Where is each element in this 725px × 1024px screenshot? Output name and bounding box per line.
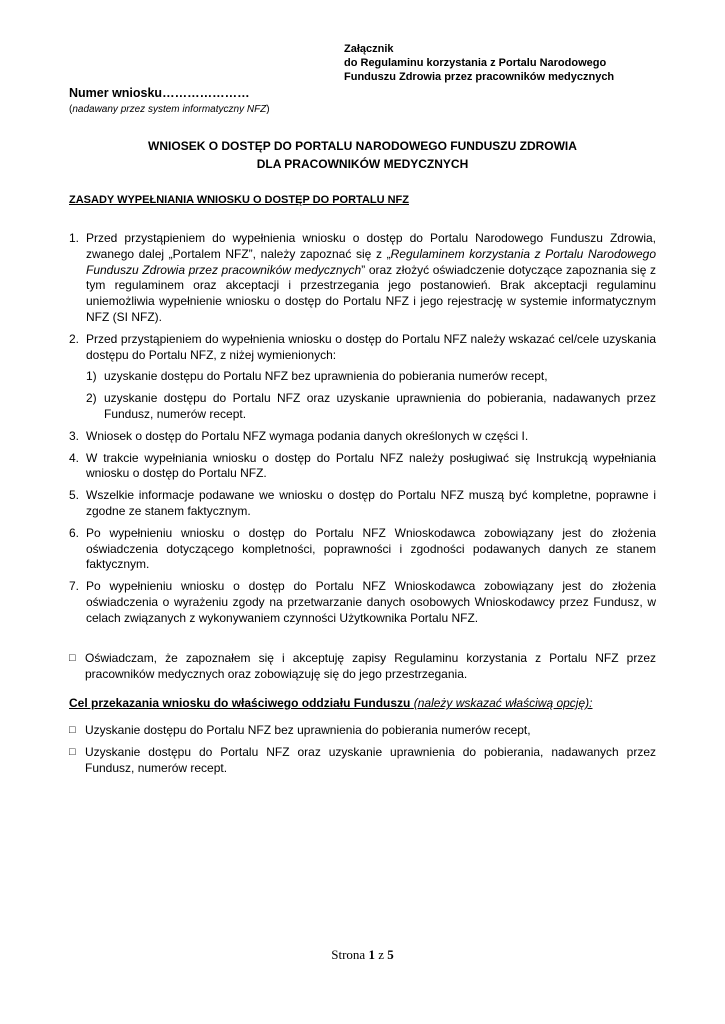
- rule-6-text: Po wypełnieniu wniosku o dostęp do Portalu NFZ Wnioskodawca zobowiązany jest do złożenia oświadczenia dotyczącego kompletności, poprawności i zgodności podawanych danych ze stanem faktycznym.: [86, 525, 656, 572]
- purpose-option-2: [69, 745, 656, 777]
- rule-number: 5.: [69, 488, 80, 503]
- subitem-number: 2): [86, 391, 97, 406]
- rule-1-text-part-2: ” oraz złożyć oświadczenie dotyczące zapoznania się z tym regulaminem oraz akceptacji i przestrzegania jego postanowień. Brak akceptacji regulaminu uniemożliwia wypełnienie wniosku o dostęp do Portalu NFZ i jego rejestrację w systemie informatycznym NFZ (SI NFZ).: [86, 262, 656, 324]
- rule-item-6: [69, 526, 656, 573]
- rule-number: 3.: [69, 428, 80, 443]
- footer-page-label: Strona: [331, 947, 366, 962]
- rule-item-4: [69, 451, 656, 483]
- subitem-number: 1): [86, 369, 97, 384]
- subitem-text: uzyskanie dostępu do Portalu NFZ oraz uzyskanie uprawnienia do pobierania, nadawanych przez Fundusz, numerów recept.: [104, 391, 656, 421]
- rule-2-subitem-2: [69, 391, 656, 423]
- declaration-checkbox[interactable]: □: [69, 652, 76, 664]
- rule-2-text: Przed przystąpieniem do wypełnienia wniosku o dostęp do Portalu NFZ należy wskazać cel/cele uzyskania dostępu do Portalu NFZ, z niżej wymienionych:: [86, 331, 656, 362]
- purpose-options: [69, 723, 656, 782]
- title-line-1: WNIOSEK O DOSTĘP DO PORTALU NARODOWEGO FUNDUSZU ZDROWIA: [148, 139, 577, 153]
- rule-item-2: [69, 332, 656, 364]
- rule-1-regulation-title: Regulaminem korzystania z Portalu Narodowego Funduszu Zdrowia przez pracowników medycznych: [86, 246, 656, 277]
- option-2-checkbox[interactable]: □: [69, 745, 76, 758]
- option-2-text: Uzyskanie dostępu do Portalu NFZ oraz uzyskanie uprawnienia do pobierania, nadawanych przez Fundusz, numerów recept.: [85, 744, 656, 775]
- rule-7-text: Po wypełnieniu wniosku o dostęp do Portalu NFZ Wnioskodawca zobowiązany jest do złożenia oświadczenia o wyrażeniu zgody na przetwarzanie danych osobowych Wnioskodawcy przez Fundusz, w celach związanych z wykonywaniem czynności Użytkownika Portalu NFZ.: [86, 579, 656, 625]
- annex-line-3: Funduszu Zdrowia przez pracowników medycznych: [344, 71, 615, 83]
- purpose-heading-hint: (należy wskazać właściwą opcję):: [413, 696, 593, 710]
- rule-number: 7.: [69, 579, 80, 594]
- annex-line-2: do Regulaminu korzystania z Portalu Narodowego: [344, 57, 607, 69]
- note-open-paren: (: [69, 104, 73, 115]
- rule-2-subitem-1: [69, 369, 656, 385]
- title-line-2: DLA PRACOWNIKÓW MEDYCZNYCH: [256, 157, 469, 171]
- rule-4-text: W trakcie wypełniania wniosku o dostęp do Portalu NFZ należy posługiwać się Instrukcją wypełniania wniosku o dostęp do Portalu NFZ.: [86, 450, 656, 481]
- rules-heading: ZASADY WYPEŁNIANIA WNIOSKU O DOSTĘP DO PORTALU NFZ: [69, 194, 409, 206]
- footer-total-pages: 5: [387, 947, 394, 962]
- subitem-text: uzyskanie dostępu do Portalu NFZ bez uprawnienia do pobierania numerów recept,: [104, 369, 548, 384]
- declaration-text: Oświadczam, że zapoznałem się i akceptuję zapisy Regulaminu korzystania z Portalu NFZ przez pracowników medycznych oraz zobowiązuję się do jego przestrzegania.: [85, 651, 656, 681]
- rule-item-7: [69, 579, 656, 626]
- annex-header: [344, 42, 614, 84]
- purpose-heading: [69, 696, 656, 710]
- rule-number: 1.: [69, 231, 80, 245]
- note-text: nadawany przez system informatyczny NFZ: [72, 104, 267, 115]
- rule-number: 2.: [69, 331, 80, 346]
- footer-current-page: 1: [368, 947, 375, 962]
- rule-5-text: Wszelkie informacje podawane we wniosku o dostęp do Portalu NFZ muszą być kompletne, poprawne i zgodne ze stanem faktycznym.: [86, 488, 656, 518]
- purpose-option-1: [69, 723, 656, 739]
- option-1-checkbox[interactable]: □: [69, 724, 76, 736]
- rule-item-1: [69, 231, 656, 326]
- declaration: [69, 651, 656, 689]
- rule-item-5: [69, 488, 656, 520]
- application-number-note: [69, 104, 270, 115]
- rule-1-text-part-1: Przed przystąpieniem do wypełnienia wniosku o dostęp do Portalu Narodowego Funduszu Zdrowia, zwanego dalej „Portalem NFZ”, należy zapoznać się z „: [86, 231, 656, 261]
- application-number-label: Numer wniosku…………………: [69, 86, 250, 100]
- document-title: [69, 137, 656, 173]
- page-footer: [0, 947, 725, 963]
- annex-line-1: Załącznik: [344, 43, 394, 55]
- declaration-item: [69, 651, 656, 683]
- purpose-heading-bold: Cel przekazania wniosku do właściwego oddziału Funduszu: [69, 696, 411, 710]
- option-1-text: Uzyskanie dostępu do Portalu NFZ bez uprawnienia do pobierania numerów recept,: [85, 723, 531, 737]
- note-close-paren: ): [266, 104, 270, 115]
- footer-of-label: z: [378, 947, 384, 962]
- rules-list: [69, 231, 656, 633]
- rule-3-text: Wniosek o dostęp do Portalu NFZ wymaga podania danych określonych w części I.: [86, 428, 529, 443]
- rule-number: 4.: [69, 450, 80, 465]
- rule-number: 6.: [69, 525, 80, 540]
- rule-item-3: [69, 429, 656, 445]
